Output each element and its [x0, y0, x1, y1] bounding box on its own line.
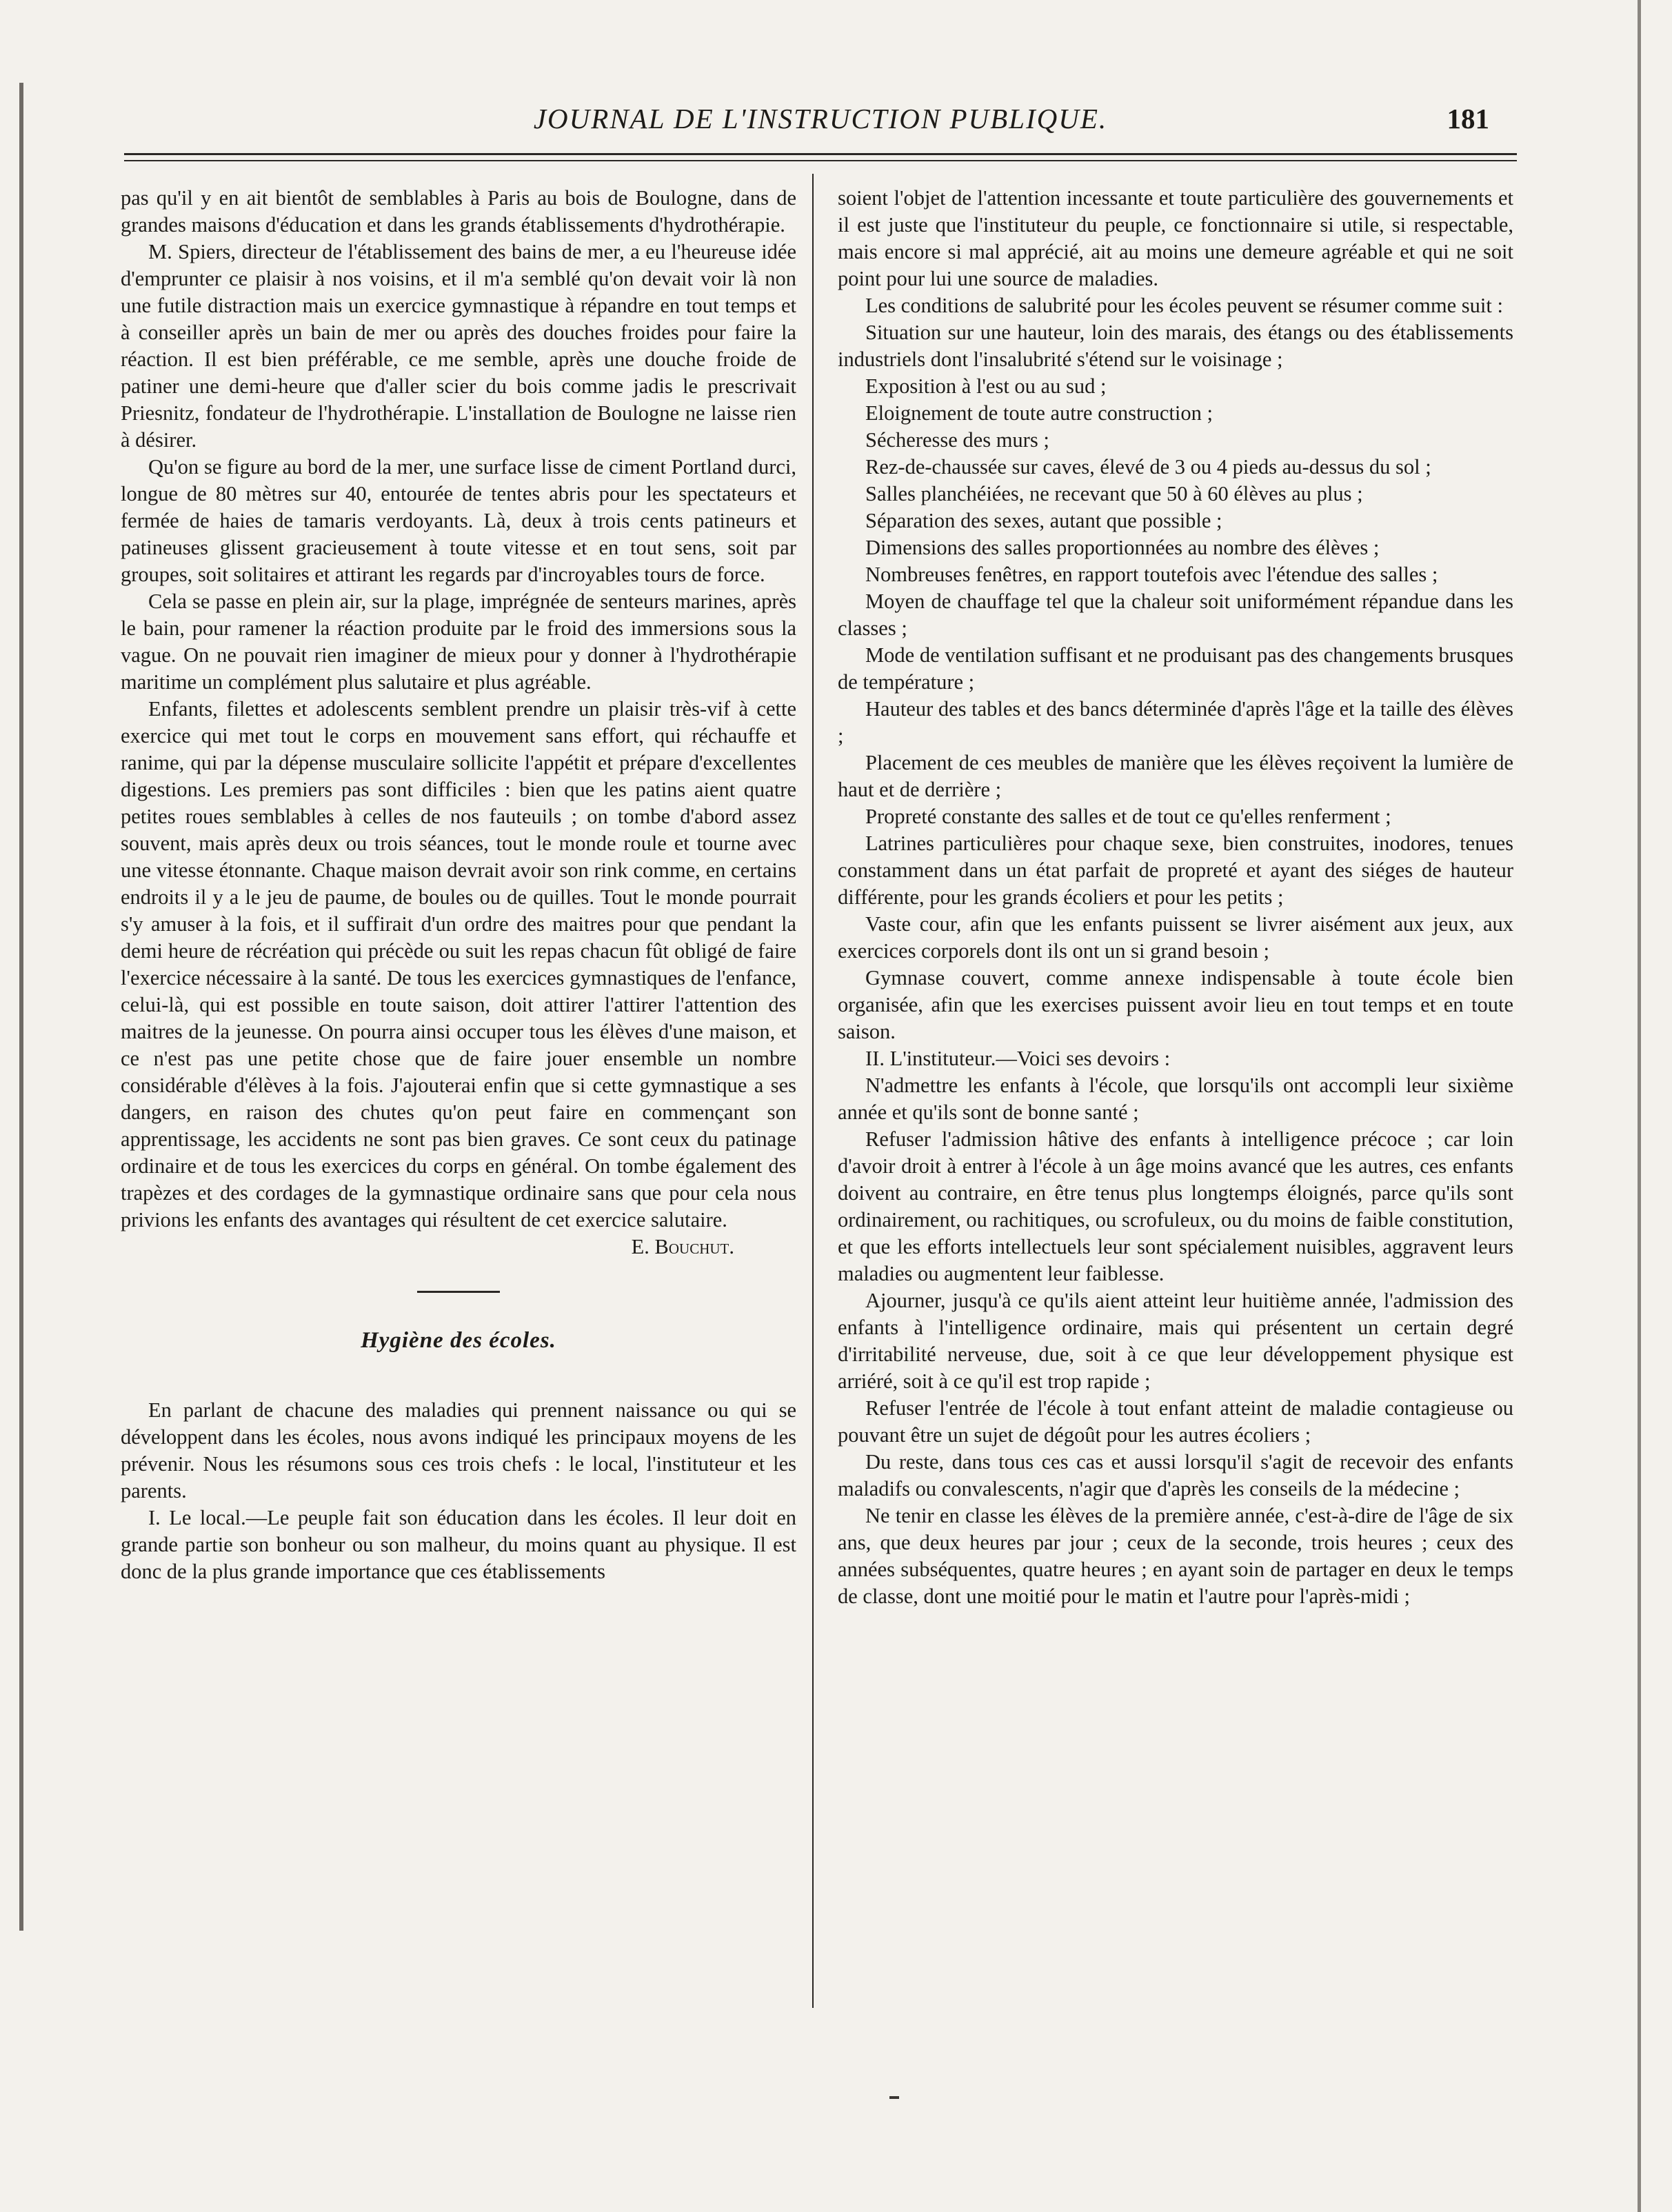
list-item: Exposition à l'est ou au sud ;	[865, 374, 1107, 398]
paragraph: Qu'on se figure au bord de la mer, une surface lisse de ciment Portland durci, longue de 80 mètres sur 40, entourée de tentes abris pour les spectateurs et fermée de haies de tamaris verdoyants. Là, deux à trois cents patineurs et patineuses glissent gracieusement à toute vitesse et en tout sens, soit par groupes, soit solitaires et attirant les regards par d'incroyables tours de force.	[121, 455, 796, 586]
list-item: Du reste, dans tous ces cas et aussi lorsqu'il s'agit de recevoir des enfants maladifs ou convalescents, n'agir que d'après les conseils de la médecine ;	[838, 1450, 1513, 1500]
list-item: Séparation des sexes, autant que possible ;	[865, 509, 1222, 532]
paragraph: Enfants, filettes et adolescents semblent prendre un plaisir très-vif à cette exercice qui met tout le corps en mouvement sans effort, qui réchauffe et ranime, qui par la dépense musculaire sollicite l'appétit et prépare d'excellentes digestions. Les premiers pas sont difficiles : bien que les patins aient quatre petites roues semblables à celles de nos fauteuils ; on tombe d'abord assez souvent, mais après deux ou trois séances, tout le monde roule et tourne avec une vitesse étonnante. Chaque maison devrait avoir son rink comme, en certains endroits il y a le jeu de paume, de boules ou de quilles. Tout le monde pourrait s'y amuser à la fois, et il suffirait d'un ordre des maitres pour que pendant la demi heure de récréation qui précède ou suit les repas chacun fût obligé de faire l'exercice nécessaire à la santé. De tous les exercices gymnastiques de l'enfance, celui-là, qui est possible en toute saison, doit attirer l'attirer l'attention des maitres de la jeunesse. On pourra ainsi occuper tous les élèves d'une maison, et ce n'est pas une petite chose que de faire jouer ensemble un nombre considérable d'élèves à la fois. J'ajouterai enfin que si cette gymnastique a ses dangers, en raison des chutes qu'on peut faire en commençant son apprentissage, les accidents ne sont pas bien graves. Ce sont ceux du patinage ordinaire et de tous les exercices du corps en général. On tombe également des trapèzes et des cordages de la gymnastique ordinaire sans que pour cela nous privions les enfants des avantages qui résultent de cet exercice salutaire.	[121, 697, 796, 1231]
journal-title: JOURNAL DE L'INSTRUCTION PUBLIQUE.	[533, 103, 1108, 134]
section-heading: Hygiène des écoles.	[361, 1328, 556, 1353]
list-item: Moyen de chauffage tel que la chaleur soit uniformément répandue dans les classes ;	[838, 590, 1513, 640]
right-column	[838, 185, 1513, 1610]
list-item: Latrines particulières pour chaque sexe, bien construites, inodores, tenues constamment dans un état parfait de propreté et ayant des siéges de hauteur différente, pour les grands écoliers et pour les petits ;	[838, 832, 1513, 909]
list-item: Nombreuses fenêtres, en rapport toutefois avec l'étendue des salles ;	[865, 563, 1438, 586]
paragraph: Cela se passe en plein air, sur la plage, imprégnée de senteurs marines, après le bain, pour ramener la réaction produite par le froid des immersions sous la vague. On ne pouvait rien imaginer de mieux pour y donner à l'hydrothérapie maritime un complément plus salutaire et plus agréable.	[121, 590, 796, 694]
list-item: Mode de ventilation suffisant et ne produisant pas des changements brusques de température ;	[838, 643, 1513, 694]
header-rule-thin	[124, 160, 1517, 161]
left-column	[121, 185, 796, 1585]
list-item: Ajourner, jusqu'à ce qu'ils aient atteint leur huitième année, l'admission des enfants à l'intelligence ordinaire, mais qui présentent un certain degré d'irritabilité nerveuse, due, soit à ce que leur développement physique est arriéré, soit à ce qu'il est trop rapide ;	[838, 1289, 1513, 1393]
list-item: Sécheresse des murs ;	[865, 428, 1049, 452]
page-header	[124, 97, 1517, 145]
scan-left-margin-shadow	[19, 83, 23, 1931]
scan-right-margin-shadow	[1638, 0, 1641, 2212]
header-rule-thick	[124, 153, 1517, 155]
list-item: Propreté constante des salles et de tout ce qu'elles renferment ;	[865, 805, 1391, 828]
list-item: Eloignement de toute autre construction ;	[865, 401, 1213, 425]
paragraph: pas qu'il y en ait bientôt de semblables à Paris au bois de Boulogne, dans de grandes maisons d'éducation et dans les grands établissements d'hydrothérapie.	[121, 186, 796, 237]
list-item: Hauteur des tables et des bancs déterminée d'après l'âge et la taille des élèves ;	[838, 697, 1513, 747]
author-signature: E. Bouchut.	[631, 1235, 734, 1258]
paragraph: M. Spiers, directeur de l'établissement des bains de mer, a eu l'heureuse idée d'emprunter ce plaisir à nos voisins, et il m'a semblé qu'on devait voir là non une futile distraction mais un exercice gymnastique à répandre en tout temps et à conseiller après un bain de mer ou après des douches froides pour faire la réaction. Il est bien préférable, ce me semble, après une douche froide de patiner une demi-heure que d'aller scier du bois comme jadis le prescrivait Priesnitz, fondateur de l'hydrothérapie. L'installation de Boulogne ne laisse rien à désirer.	[121, 240, 796, 452]
list-item: Ne tenir en classe les élèves de la première année, c'est-à-dire de l'âge de six ans, que deux heures par jour ; ceux de la seconde, trois heures ; ceux des années subséquentes, quatre heures ; en ayant soin de partager en deux le temps de classe, dont une moitié pour le matin et l'autre pour l'après-midi ;	[838, 1504, 1513, 1608]
list-item: Situation sur une hauteur, loin des marais, des étangs ou des établissements industriels dont l'insalubrité s'étend sur le voisinage ;	[838, 321, 1513, 371]
list-item: Refuser l'admission hâtive des enfants à intelligence précoce ; car loin d'avoir droit à entrer à l'école à un âge moins avancé que les autres, ces enfants doivent au contraire, en être tenus plus longtemps éloignés, parce qu'ils sont ordinairement, ou rachitiques, ou scrofuleux, ou du moins de faible constitution, et que les efforts intellectuels leur sont spécialement nuisibles, aggravent leurs maladies ou augmentent leur faiblesse.	[838, 1127, 1513, 1285]
subsection-heading: II. L'instituteur.—Voici ses devoirs :	[865, 1047, 1171, 1070]
page-number: 181	[1447, 103, 1489, 134]
column-divider	[812, 174, 814, 2008]
paragraph: Les conditions de salubrité pour les écoles peuvent se résumer comme suit :	[865, 294, 1503, 317]
list-item: Refuser l'entrée de l'école à tout enfant atteint de maladie contagieuse ou pouvant être un sujet de dégoût pour les autres écoliers ;	[838, 1396, 1513, 1447]
paragraph: En parlant de chacune des maladies qui prennent naissance ou qui se développent dans les écoles, nous avons indiqué les principaux moyens de les prévenir. Nous les résumons sous ces trois chefs : le local, l'instituteur et les parents.	[121, 1398, 796, 1502]
list-item: N'admettre les enfants à l'école, que lorsqu'ils ont accompli leur sixième année et qu'ils sont de bonne santé ;	[838, 1074, 1513, 1124]
paragraph: I. Le local.—Le peuple fait son éducation dans les écoles. Il leur doit en grande partie son bonheur ou son malheur, du moins quant au physique. Il est donc de la plus grande importance que ces établissements	[121, 1506, 796, 1583]
paragraph: soient l'objet de l'attention incessante et toute particulière des gouvernements et il est juste que l'instituteur du peuple, ce fonctionnaire si utile, si respectable, mais encore si mal apprécié, ait au moins une demeure agréable et qui ne soit point pour lui une source de maladies.	[838, 186, 1513, 290]
list-item: Dimensions des salles proportionnées au nombre des élèves ;	[865, 536, 1380, 559]
list-item: Vaste cour, afin que les enfants puissent se livrer aisément aux jeux, aux exercices corporels dont ils ont un si grand besoin ;	[838, 912, 1513, 963]
list-item: Placement de ces meubles de manière que les élèves reçoivent la lumière de haut et de derrière ;	[838, 751, 1513, 801]
list-item: Gymnase couvert, comme annexe indispensable à toute école bien organisée, afin que les exercises puissent avoir lieu en tout temps et en toute saison.	[838, 966, 1513, 1043]
footer-dash	[889, 2096, 899, 2099]
list-item: Salles planchéiées, ne recevant que 50 à 60 élèves au plus ;	[865, 482, 1363, 505]
list-item: Rez-de-chaussée sur caves, élevé de 3 ou 4 pieds au-dessus du sol ;	[865, 455, 1431, 479]
article-separator	[417, 1291, 500, 1293]
